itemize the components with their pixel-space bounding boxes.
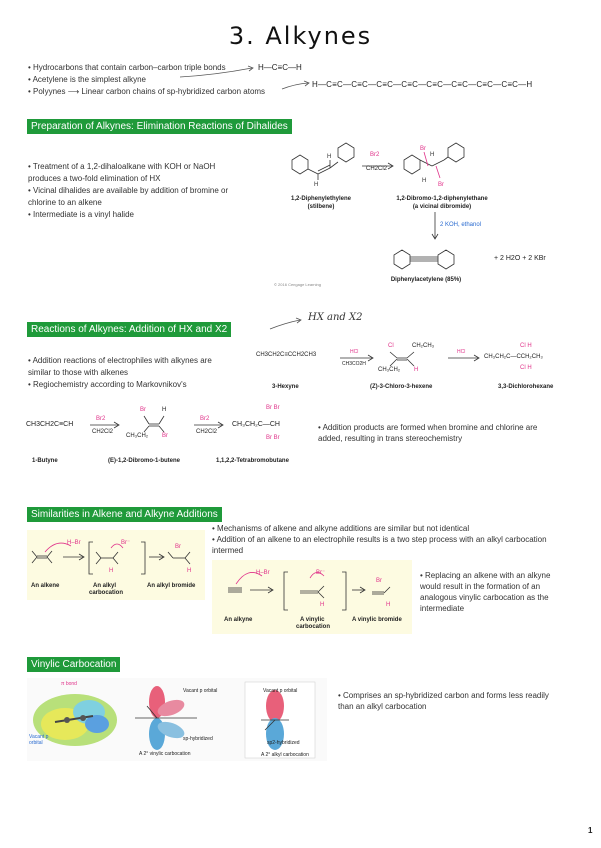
section-header-preparation: Preparation of Alkynes: Elimination Reactions of Dihalides (27, 119, 292, 134)
section-header-reactions: Reactions of Alkynes: Addition of HX and X2 (27, 322, 231, 337)
svg-text:H: H (386, 602, 391, 608)
reagent-ch2cl2: CH2Cl2 (366, 166, 388, 172)
reagent-koh-text: 2 KOH, ethanol (440, 222, 482, 228)
hcl-reagent: HCl (350, 349, 359, 355)
bullet-line: produces a two-fold elimination of HX (28, 174, 161, 183)
alkene-mechanism-box (27, 530, 205, 600)
svg-text:H: H (187, 568, 192, 574)
tetrabromo-br-bottom: Br Br (266, 435, 280, 441)
section-header-vinylic: Vinylic Carbocation (27, 657, 120, 672)
chloro-h: H (414, 367, 419, 373)
vinylic-sp-label: sp-hybridized (183, 736, 213, 742)
bullet-line: chlorine to an alkene (28, 198, 102, 207)
stilbene-alias: (stilbene) (307, 204, 335, 210)
elimination-figure (272, 138, 569, 288)
bullet-line: • Addition of an alkene to an electrophile results is a two step process with an alkyl carbocation (212, 535, 547, 544)
dibromo-br-bottom: Br (162, 433, 168, 439)
svg-text:H: H (422, 178, 427, 184)
bullet-line: intermed (212, 546, 244, 555)
butyne-formula: CH3CH2C≡CH (26, 421, 74, 428)
bullet-line: • Regiochemistry according to Markovnikov's (28, 380, 187, 389)
vinylic-carbocation-label: A vinylic (300, 617, 325, 623)
dichloro-formula: CH₃CH₂C—CCH₂CH₃ (484, 354, 543, 360)
note-line: • Replacing an alkene with an alkyne (420, 571, 551, 580)
preparation-bullets (28, 161, 228, 221)
note-line: added, resulting in trans stereochemistry (318, 434, 463, 443)
reagent-br2: Br2 (370, 152, 380, 158)
dichloro-name: 3,3-Dichlorohexane (498, 384, 554, 390)
intro-bullet: • Polyynes ⟶ Linear carbon chains of sp-hybridized carbon atoms (28, 87, 266, 96)
svg-text:Br⁻: Br⁻ (316, 570, 326, 576)
br2-b: Br2 (200, 416, 210, 422)
dichloro-bottom: Cl H (520, 365, 532, 371)
bullet-line: similar to those with alkenes (28, 368, 129, 377)
trans-note (318, 422, 537, 444)
svg-text:H: H (320, 602, 325, 608)
butyne-name: 1-Butyne (32, 458, 58, 464)
svg-text:Br: Br (376, 578, 382, 584)
reagent-koh (440, 222, 481, 228)
alkyne-mechanism-box (212, 560, 412, 634)
alkyne-label: An alkyne (224, 617, 253, 623)
bullet-line: • Treatment of a 1,2-dihaloalkane with KOH or NaOH (28, 162, 216, 171)
dibromo-name: (E)-1,2-Dibromo-1-butene (108, 458, 180, 464)
note-line: • Addition products are formed when bromine and chlorine are (318, 423, 538, 432)
vinylic-bromide-label: A vinylic bromide (352, 617, 402, 623)
reactions-bullets (28, 355, 212, 391)
svg-text:Br⁻: Br⁻ (121, 540, 131, 546)
alkyl-vacant-label: Vacant p orbital (263, 688, 298, 694)
intro-bullet: • Hydrocarbons that contain carbon–carbon triple bonds (28, 63, 226, 72)
alkyl-carbocation-label-2: carbocation (89, 590, 124, 596)
dibromide-alias: (a vicinal dibromide) (412, 204, 472, 210)
svg-text:H: H (430, 152, 435, 158)
bullet-line: • Vicinal dihalides are available by addition of bromine or (28, 186, 229, 195)
hcl-addition-figure (252, 338, 568, 398)
elimination-byproducts: + 2 H2O + 2 KBr (494, 255, 546, 262)
svg-text:H–Br: H–Br (256, 570, 270, 576)
diphenylacetylene-name: Diphenylacetylene (85%) (390, 277, 462, 283)
alkyl-carbocation-label: An alkyl (93, 583, 117, 589)
bromine-addition-figure (26, 402, 316, 444)
hexyne-name: 3-Hexyne (272, 384, 299, 390)
chloro-ethyl-2: CH₃CH₂ (378, 367, 401, 373)
intro-bullet: • Acetylene is the simplest alkyne (28, 75, 146, 84)
alkene-label: An alkene (31, 583, 60, 589)
dibromo-ethyl: CH₃CH₂ (126, 433, 149, 439)
map-vacant-label: Vacant p orbital (29, 734, 49, 746)
svg-text:H: H (314, 182, 319, 188)
note-line: intermediate (420, 604, 465, 613)
page-title: 3. Alkynes (228, 22, 373, 50)
polyyne-formula: H—C≡C—C≡C—C≡C—C≡C—C≡C—C≡C—C≡C—C≡C—H (312, 80, 533, 89)
chloro-name: (Z)-3-Chloro-3-hexene (370, 384, 433, 390)
svg-text:Br: Br (175, 544, 181, 550)
bullet-line: • Intermediate is a vinyl halide (28, 210, 134, 219)
svg-text:H: H (327, 154, 332, 160)
map-pi-label: π bond (61, 681, 77, 687)
dibromide-name: 1,2-Dibromo-1,2-diphenylethane (396, 196, 488, 202)
tetrabromo-name: 1,1,2,2-Tetrabromobutane (216, 458, 289, 464)
alkyl-bromide-label: An alkyl bromide (147, 583, 196, 589)
replacing-note (420, 570, 550, 614)
acetic-acid-solvent: CH3CO2H (342, 361, 366, 367)
section-header-similarities: Similarities in Alkene and Alkyne Additions (27, 507, 222, 522)
figure-copyright: © 2016 Cengage Learning (274, 282, 321, 287)
vinylic-vacant-label: Vacant p orbital (183, 688, 218, 694)
vinylic-caption: A 2° vinylic carbocation (139, 751, 191, 757)
svg-text:H: H (109, 568, 114, 574)
chloro-cl: Cl (388, 343, 394, 349)
handwritten-note: HX and X2 (308, 312, 363, 323)
vinylic-figure (27, 678, 327, 761)
alkyl-sp2-label: sp2-hybridized (267, 740, 300, 746)
alkyl-caption: A 2° alkyl carbocation (261, 752, 309, 758)
note-line: than an alkyl carbocation (338, 702, 427, 711)
note-line: • Comprises an sp-hybridized carbon and forms less readily (338, 691, 549, 700)
bullet-line: • Mechanisms of alkene and alkyne additions are similar but not identical (212, 524, 470, 533)
tetrabromo-formula: CH₃CH₂C—CH (232, 421, 280, 428)
hcl-reagent-2: HCl (457, 349, 466, 355)
note-line: would result in the formation of an (420, 582, 541, 591)
elimination-structures (272, 138, 569, 288)
vinylic-carbocation-label-2: carbocation (296, 624, 331, 630)
page-number: 1 (588, 826, 593, 835)
dibromo-h: H (162, 407, 167, 413)
br2-a: Br2 (96, 416, 106, 422)
svg-text:H–Br: H–Br (67, 540, 81, 546)
chloro-ethyl: CH₂CH₃ (412, 343, 435, 349)
dichloro-top: Cl H (520, 343, 532, 349)
bullet-line: • Addition reactions of electrophiles with alkynes are (28, 356, 212, 365)
ch2cl2-a: CH2Cl2 (92, 429, 114, 435)
hexyne-formula: CH3CH2C≡CCH2CH3 (256, 352, 317, 358)
acetylene-formula: H—C≡C—H (258, 63, 302, 72)
dibromo-br-top: Br (140, 407, 146, 413)
vinylic-note (338, 690, 549, 712)
stilbene-name: 1,2-Diphenylethylene (290, 196, 352, 202)
tetrabromo-br-top: Br Br (266, 405, 280, 411)
intro-bullets (28, 62, 265, 98)
svg-text:Br: Br (438, 182, 444, 188)
ch2cl2-b: CH2Cl2 (196, 429, 218, 435)
svg-text:Br: Br (420, 146, 426, 152)
note-line: analogous vinylic carbocation as the (420, 593, 549, 602)
similarities-bullets (212, 523, 547, 556)
